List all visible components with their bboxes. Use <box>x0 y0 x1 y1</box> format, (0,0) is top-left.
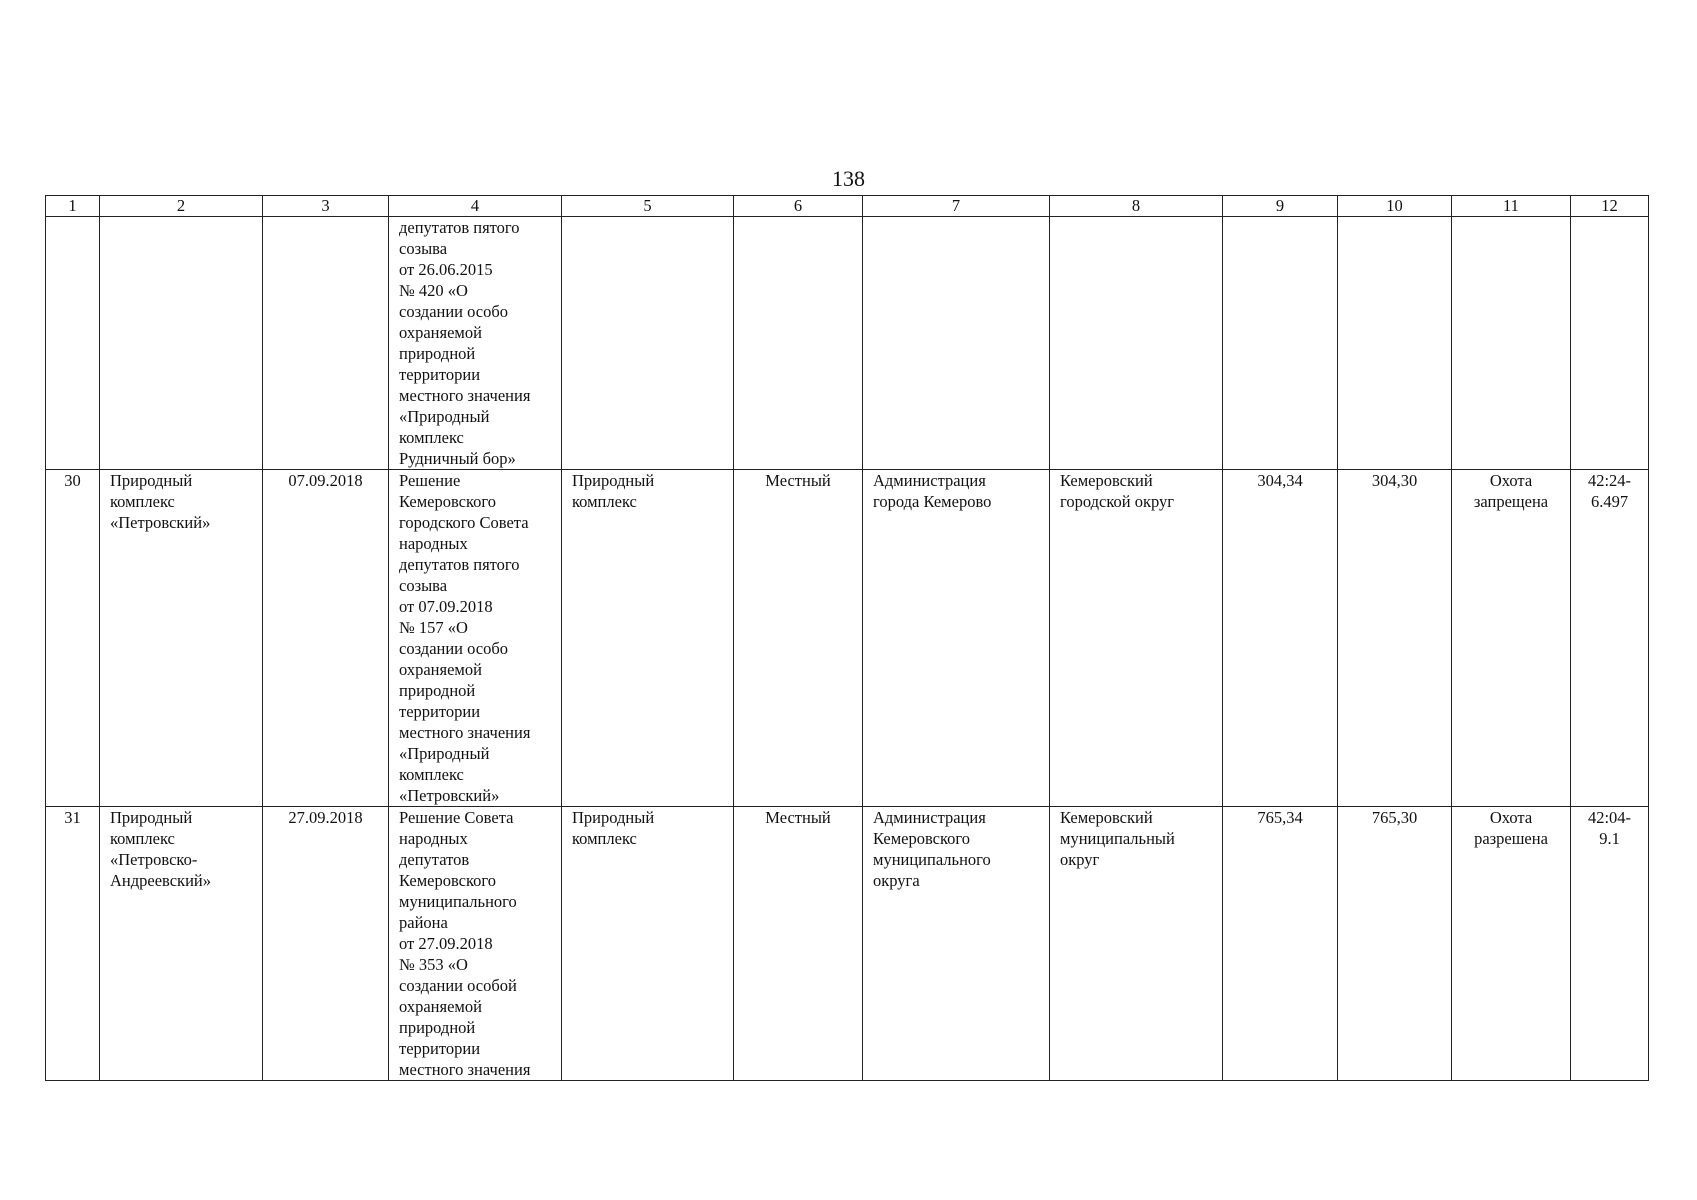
table-row <box>46 470 1649 807</box>
cell-cadastral: 42:24- 6.497 <box>1571 470 1649 807</box>
cell-administration: Администрация города Кемерово <box>863 470 1050 807</box>
column-header: 9 <box>1223 196 1338 217</box>
cell-date <box>263 217 389 470</box>
column-header: 6 <box>734 196 863 217</box>
column-header: 3 <box>263 196 389 217</box>
cell-hunting: Охота запрещена <box>1452 470 1571 807</box>
cell-profile: Природный комплекс <box>562 470 734 807</box>
cell-area-water: 304,30 <box>1338 470 1452 807</box>
cell-document: Решение Совета народных депутатов Кемеровского муниципального района от 27.09.2018 № 353 «О создании особой охраняемой природной территории местного значения <box>389 807 562 1081</box>
column-number-row <box>46 196 1649 217</box>
cell-date: 27.09.2018 <box>263 807 389 1081</box>
cell-administration: Администрация Кемеровского муниципального округа <box>863 807 1050 1081</box>
cell-administration <box>863 217 1050 470</box>
cell-area-total <box>1223 217 1338 470</box>
column-header: 2 <box>100 196 263 217</box>
table-row <box>46 807 1649 1081</box>
column-header: 7 <box>863 196 1050 217</box>
cell-hunting <box>1452 217 1571 470</box>
cell-significance: Местный <box>734 470 863 807</box>
cell-location: Кемеровский муниципальный округ <box>1050 807 1223 1081</box>
cell-number: 30 <box>46 470 100 807</box>
cell-area-water: 765,30 <box>1338 807 1452 1081</box>
table-row-continuation <box>46 217 1649 470</box>
cell-area-total: 765,34 <box>1223 807 1338 1081</box>
cell-location: Кемеровский городской округ <box>1050 470 1223 807</box>
cell-profile <box>562 217 734 470</box>
column-header: 12 <box>1571 196 1649 217</box>
cell-significance <box>734 217 863 470</box>
cell-cadastral <box>1571 217 1649 470</box>
cell-hunting: Охота разрешена <box>1452 807 1571 1081</box>
cell-significance: Местный <box>734 807 863 1081</box>
cell-date: 07.09.2018 <box>263 470 389 807</box>
cell-area-total: 304,34 <box>1223 470 1338 807</box>
column-header: 8 <box>1050 196 1223 217</box>
cell-cadastral: 42:04- 9.1 <box>1571 807 1649 1081</box>
cell-document: депутатов пятого созыва от 26.06.2015 № 420 «О создании особо охраняемой природной территории местного значения «Природный комплекс Рудничный бор» <box>389 217 562 470</box>
cell-location <box>1050 217 1223 470</box>
cell-name: Природный комплекс «Петровско- Андреевский» <box>100 807 263 1081</box>
column-header: 10 <box>1338 196 1452 217</box>
cell-area-water <box>1338 217 1452 470</box>
cell-name <box>100 217 263 470</box>
column-header: 5 <box>562 196 734 217</box>
column-header: 11 <box>1452 196 1571 217</box>
column-header: 4 <box>389 196 562 217</box>
cell-profile: Природный комплекс <box>562 807 734 1081</box>
cell-document: Решение Кемеровского городского Совета народных депутатов пятого созыва от 07.09.2018 № 157 «О создании особо охраняемой природной территории местного значения «Природный комплекс «Петровский» <box>389 470 562 807</box>
cell-number <box>46 217 100 470</box>
page-number: 138 <box>832 166 865 191</box>
cell-name: Природный комплекс «Петровский» <box>100 470 263 807</box>
column-header: 1 <box>46 196 100 217</box>
cell-number: 31 <box>46 807 100 1081</box>
protected-areas-table <box>45 195 1649 1081</box>
